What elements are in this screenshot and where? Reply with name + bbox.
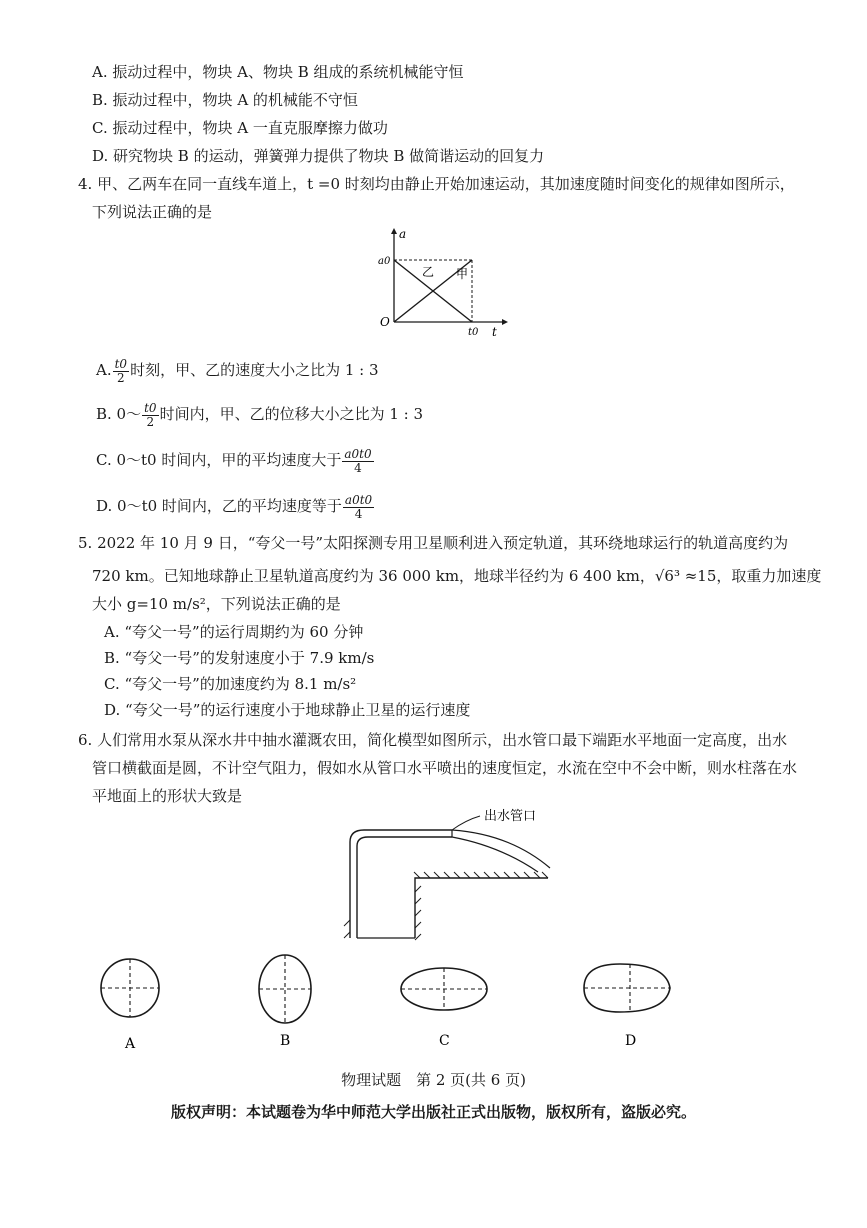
q3-option-a: A. 振动过程中，物块 A、物块 B 组成的系统机械能守恒 (92, 63, 464, 81)
q5-stem-line1: 5. 2022 年 10 月 9 日，“夸父一号”太阳探测专用卫星顺利进入预定轨道，其环绕地球运行的轨道高度约为 (78, 534, 789, 552)
q5-option-a: A. “夸父一号”的运行周期约为 60 分钟 (104, 623, 364, 641)
copyright-notice: 版权声明：本试题卷为华中师范大学出版社正式出版物，版权所有，盗版必究。 (170, 1103, 696, 1121)
graph-a0-label: a0 (378, 256, 391, 267)
q5-stem-line2: 720 km。已知地球静止卫星轨道高度约为 36 000 km，地球半径约为 6 400 km，√6³ ≈15，取重力加速度 (92, 567, 822, 585)
q4-option-b: B. 0～ $\frac{t0}{2}$ 时间内，甲、乙的位移大小之比为 1 : 3 (96, 400, 424, 429)
graph-t0-label: t0 (468, 327, 479, 338)
q5-option-b: B. “夸父一号”的发射速度小于 7.9 km/s (104, 649, 375, 667)
fraction: $\frac{t0}{2}$ (144, 400, 157, 429)
graph-origin-label: O (380, 315, 390, 329)
q4-stem-line1: 4. 甲、乙两车在同一直线车道上，t =0 时刻均由静止开始加速运动，其加速度随时间变化的规律如图所示， (78, 175, 795, 193)
q6-stem-line1: 6. 人们常用水泵从深水井中抽水灌溉农田，简化模型如图所示，出水管口最下端距水平地面一定高度，出水 (78, 731, 788, 749)
choice-label-b: B (280, 1033, 291, 1049)
choice-label-d: D (625, 1033, 637, 1049)
q4-acceleration-graph (372, 226, 512, 338)
q6-stem-line2: 管口横截面是圆，不计空气阻力，假如水从管口水平喷出的速度恒定，水流在空中不会中断，则水柱落在水 (92, 759, 798, 777)
q4-option-c: C. 0～t0 时间内，甲的平均速度大于 $\frac{a0t0}{4}$ (96, 446, 372, 475)
pipe-outlet-label: 出水管口 (484, 809, 537, 824)
fraction: $\frac{t0}{2}$ (114, 356, 128, 385)
q4-option-a: A. $\frac{t0}{2}$ 时刻，甲、乙的速度大小之比为 1 : 3 (96, 356, 379, 385)
fraction: $\frac{a0t0}{4}$ (344, 446, 372, 475)
graph-y-axis-label: a (399, 227, 407, 241)
choice-label-a: A (125, 1036, 136, 1052)
q5-option-c: C. “夸父一号”的加速度约为 8.1 m/s² (104, 675, 357, 693)
q6-answer-shapes (80, 952, 700, 1054)
q6-stem-line3: 平地面上的形状大致是 (92, 787, 243, 805)
q3-option-d: D. 研究物块 B 的运动，弹簧弹力提供了物块 B 做简谐运动的回复力 (92, 147, 545, 165)
fraction: $\frac{a0t0}{4}$ (344, 492, 373, 521)
graph-x-axis-label: t (492, 325, 497, 338)
q6-pump-diagram (340, 806, 570, 944)
graph-label-jia: 甲 (456, 267, 469, 281)
q4-stem-line2: 下列说法正确的是 (92, 203, 213, 221)
choice-label-c: C (439, 1033, 450, 1049)
q3-option-c: C. 振动过程中，物块 A 一直克服摩擦力做功 (92, 119, 388, 137)
q5-option-d: D. “夸父一号”的运行速度小于地球静止卫星的运行速度 (104, 701, 471, 719)
q4-option-d: D. 0～t0 时间内，乙的平均速度等于 $\frac{a0t0}{4}$ (96, 492, 373, 521)
page-footer: 物理试题 第 2 页(共 6 页) (341, 1071, 526, 1089)
q5-stem-line3: 大小 g=10 m/s²，下列说法正确的是 (92, 595, 341, 613)
q3-option-b: B. 振动过程中，物块 A 的机械能不守恒 (92, 91, 358, 109)
graph-label-yi: 乙 (422, 265, 435, 279)
